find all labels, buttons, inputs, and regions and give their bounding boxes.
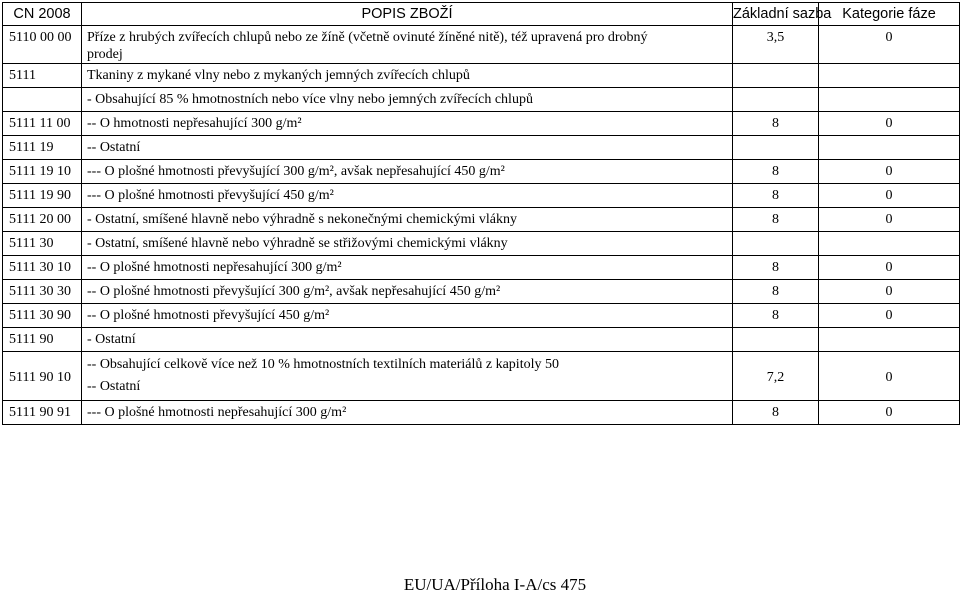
goods-description: - Ostatní [82, 328, 733, 352]
staging-category: 0 [819, 256, 960, 280]
cn-code: 5111 90 [3, 328, 82, 352]
table-row [3, 26, 960, 64]
goods-description: --- O plošné hmotnosti převyšující 450 g/m² [82, 184, 733, 208]
base-rate [733, 64, 819, 88]
cn-code: 5111 11 00 [3, 112, 82, 136]
cn-code: 5111 30 [3, 232, 82, 256]
base-rate [733, 88, 819, 112]
goods-description: -- O plošné hmotnosti převyšující 450 g/m² [82, 304, 733, 328]
cn-code: 5110 00 00 [3, 26, 82, 64]
goods-description: - Ostatní, smíšené hlavně nebo výhradně s nekonečnými chemickými vlákny [82, 208, 733, 232]
table-header-row [3, 3, 960, 26]
header-base-rate: Základní sazba [733, 3, 819, 26]
staging-category: 0 [819, 304, 960, 328]
cn-code: 5111 90 91 [3, 401, 82, 425]
cn-code: 5111 90 10 [3, 352, 82, 401]
base-rate: 8 [733, 112, 819, 136]
page-footer: EU/UA/Příloha I-A/cs 475 [403, 575, 587, 594]
goods-description: -- Ostatní [82, 136, 733, 160]
staging-category: 0 [819, 160, 960, 184]
cn-code: 5111 [3, 64, 82, 88]
base-rate: 8 [733, 256, 819, 280]
header-staging-category: Kategorie fáze [819, 3, 960, 26]
base-rate [733, 136, 819, 160]
cn-code: 5111 19 [3, 136, 82, 160]
base-rate [733, 328, 819, 352]
cn-code [3, 88, 82, 112]
staging-category [819, 328, 960, 352]
table-row [3, 256, 960, 280]
base-rate: 8 [733, 401, 819, 425]
cn-code: 5111 30 30 [3, 280, 82, 304]
header-description: POPIS ZBOŽÍ [82, 3, 733, 26]
staging-category [819, 88, 960, 112]
cn-code: 5111 20 00 [3, 208, 82, 232]
base-rate: 8 [733, 184, 819, 208]
table-row [3, 401, 960, 425]
staging-category: 0 [819, 208, 960, 232]
table-row [3, 280, 960, 304]
goods-description: -- O plošné hmotnosti nepřesahující 300 g/m² [82, 256, 733, 280]
goods-description: -- O plošné hmotnosti převyšující 300 g/m², avšak nepřesahující 450 g/m² [82, 280, 733, 304]
goods-description: - Ostatní, smíšené hlavně nebo výhradně se střižovými chemickými vlákny [82, 232, 733, 256]
base-rate: 8 [733, 280, 819, 304]
table-row [3, 352, 960, 401]
table-row [3, 160, 960, 184]
cn-code: 5111 19 10 [3, 160, 82, 184]
base-rate: 3,5 [733, 26, 819, 64]
cn-code: 5111 19 90 [3, 184, 82, 208]
table-row [3, 328, 960, 352]
header-cn-code: CN 2008 [3, 3, 82, 26]
staging-category [819, 232, 960, 256]
cn-code: 5111 30 90 [3, 304, 82, 328]
goods-description-line: -- Obsahující celkově více než 10 % hmotnostních textilních materiálů z kapitoly 50 [87, 357, 559, 372]
base-rate: 8 [733, 304, 819, 328]
goods-description: - Obsahující 85 % hmotnostních nebo více vlny nebo jemných zvířecích chlupů [82, 88, 733, 112]
base-rate [733, 232, 819, 256]
goods-description: Tkaniny z mykané vlny nebo z mykaných jemných zvířecích chlupů [82, 64, 733, 88]
staging-category: 0 [819, 401, 960, 425]
table-row [3, 208, 960, 232]
table-row [3, 304, 960, 328]
goods-description: --- O plošné hmotnosti nepřesahující 300 g/m² [82, 401, 733, 425]
staging-category: 0 [819, 112, 960, 136]
table-row [3, 136, 960, 160]
table-row [3, 184, 960, 208]
staging-category [819, 64, 960, 88]
staging-category: 0 [819, 280, 960, 304]
base-rate: 7,2 [733, 352, 819, 401]
base-rate: 8 [733, 160, 819, 184]
tariff-table [2, 2, 960, 425]
table-row [3, 88, 960, 112]
table-row [3, 64, 960, 88]
goods-description: Příze z hrubých zvířecích chlupů nebo ze žíně (včetně ovinuté žíněné nitě), též upravená pro drobný prodej [82, 26, 733, 64]
table-row [3, 112, 960, 136]
goods-description [82, 352, 733, 401]
base-rate: 8 [733, 208, 819, 232]
goods-description: -- O hmotnosti nepřesahující 300 g/m² [82, 112, 733, 136]
staging-category [819, 136, 960, 160]
cn-code: 5111 30 10 [3, 256, 82, 280]
staging-category: 0 [819, 26, 960, 64]
staging-category: 0 [819, 184, 960, 208]
staging-category: 0 [819, 352, 960, 401]
goods-description: --- O plošné hmotnosti převyšující 300 g/m², avšak nepřesahující 450 g/m² [82, 160, 733, 184]
goods-description-line: -- Ostatní [87, 379, 141, 394]
table-row [3, 232, 960, 256]
